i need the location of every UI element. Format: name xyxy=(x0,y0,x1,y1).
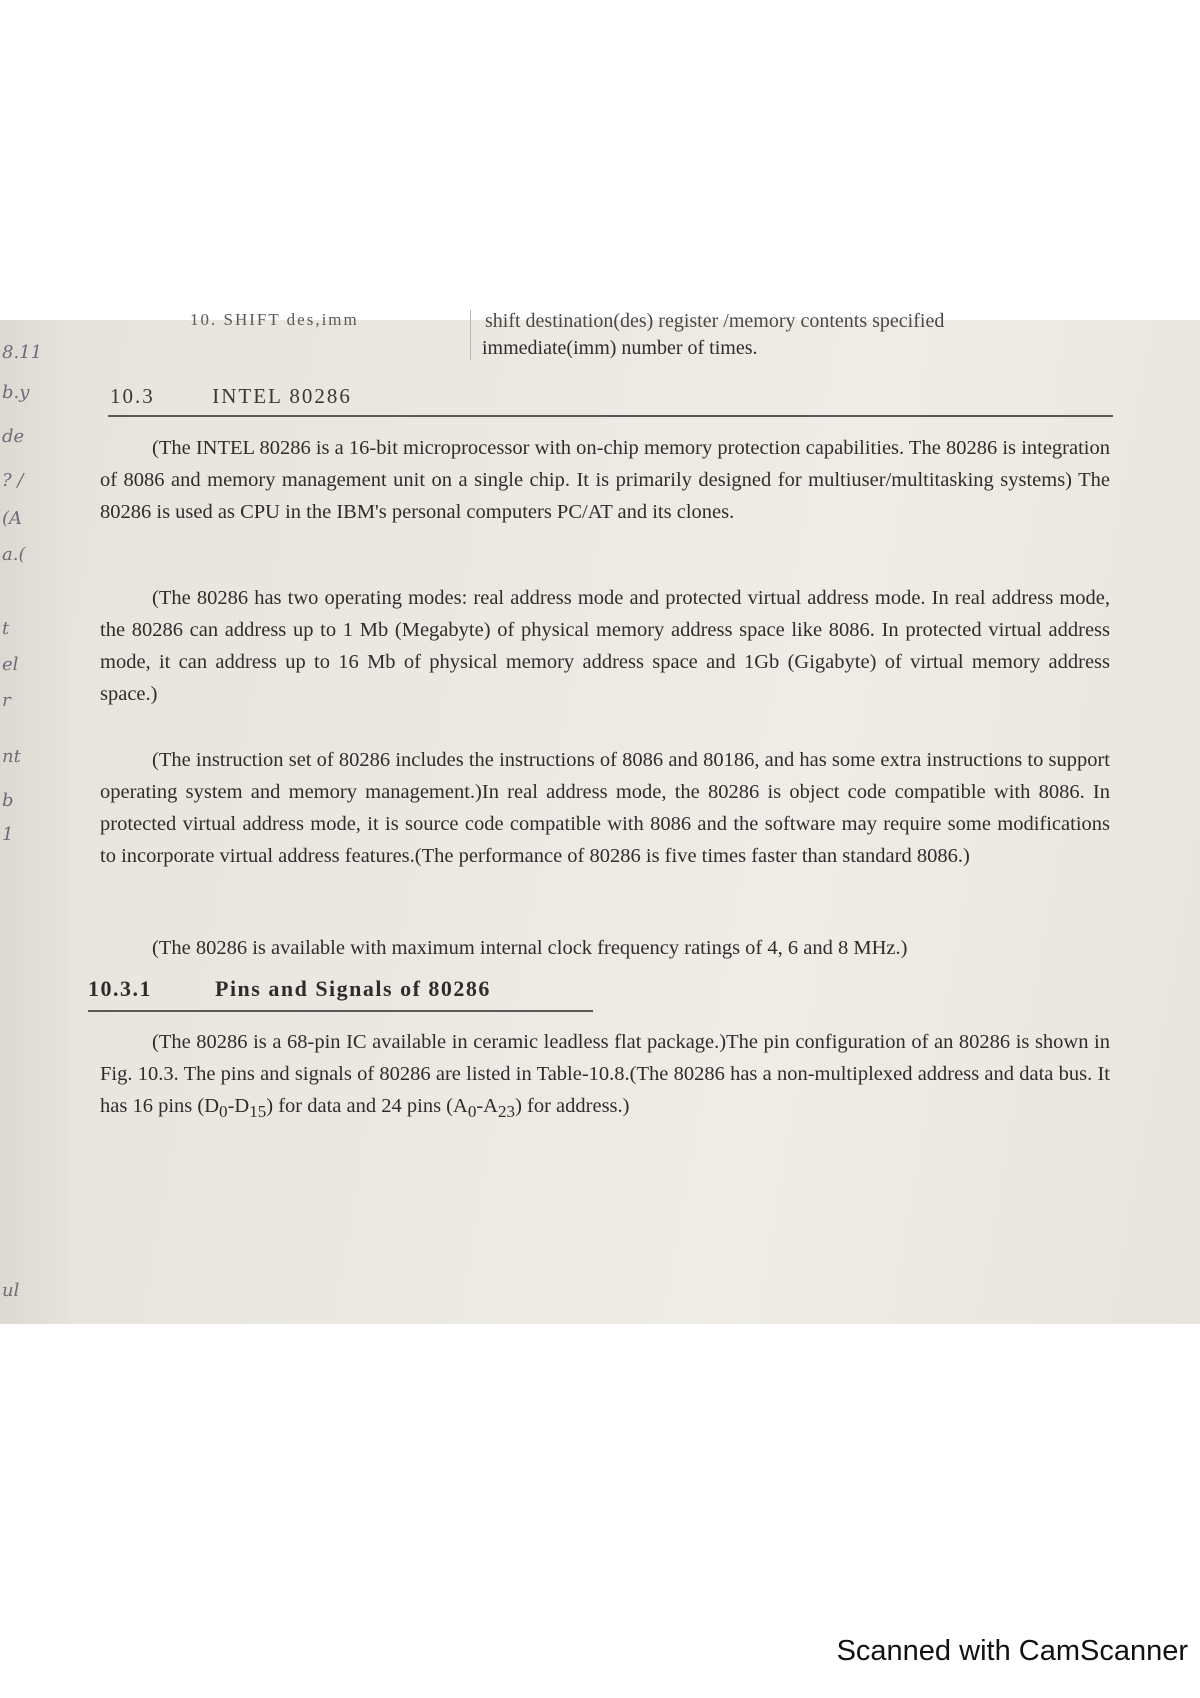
paragraph-text xyxy=(100,1026,1110,1128)
paragraph-clock xyxy=(100,932,1110,964)
paragraph-text: (The 80286 has two operating modes: real address mode and protected virtual address mode. In real address mode, the 80286 can address up to 1 Mb (Megabyte) of physical memory address space like 8086. In protected virtual address mode, it can address up to 16 Mb of physical memory address space and 1Gb (Gigabyte) of virtual memory address space.) xyxy=(100,587,1110,705)
paragraph-text: (The 80286 is available with maximum internal clock frequency ratings of 4, 6 and 8 MHz.) xyxy=(152,937,908,959)
section-heading xyxy=(110,384,352,409)
margin-mark: de xyxy=(2,426,25,447)
pins-text-part: -A xyxy=(476,1095,498,1117)
margin-mark: 1 xyxy=(2,824,14,845)
subsection-heading xyxy=(88,976,491,1002)
margin-mark: ? / xyxy=(2,470,24,491)
section-title: INTEL 80286 xyxy=(212,384,352,408)
paragraph-text: (The INTEL 80286 is a 16-bit microprocessor with on-chip memory protection capabilities. The 80286 is integration of 8086 and memory management unit on a single chip. It is primarily designed for multiuser/multitasking systems) The 80286 is used as CPU in the IBM's personal computers PC/AT and its clones. xyxy=(100,437,1110,523)
margin-mark: nt xyxy=(2,746,21,767)
margin-mark: b.y xyxy=(2,382,30,403)
subsection-number: 10.3.1 xyxy=(88,976,152,1001)
book-page xyxy=(80,310,1130,1324)
margin-mark: t xyxy=(2,618,10,639)
pins-text-part: ) for address.) xyxy=(515,1095,630,1117)
table-cut-right: shift destination(des) register /memory contents specified xyxy=(485,310,945,332)
margin-mark: a.( xyxy=(2,544,26,565)
margin-mark: el xyxy=(2,654,19,675)
paragraph-text: (The instruction set of 80286 includes the instructions of 8086 and 80186, and has some extra instructions to support operating system and memory management.)In real address mode, the 80286 is object code compatible with 8086. In protected virtual address mode, it is source code compatible with 8086 and the software may require some modifications to incorporate virtual address features.(The performance of 80286 is five times faster than standard 8086.) xyxy=(100,749,1110,867)
paragraph-intro xyxy=(100,432,1110,528)
table-remnant xyxy=(80,310,1130,359)
margin-mark: (A xyxy=(2,508,23,529)
subscript: 0 xyxy=(467,1102,477,1122)
subscript: 15 xyxy=(249,1102,267,1122)
pins-text-part: (The 80286 is a 68-pin IC available in ceramic leadless flat package.)The pin configuration of an 80286 is shown in Fig. 10.3. The pins and signals of 80286 are listed in Table-10.8.(The 80286 has a non-multiplexed address and data bus. It has 16 pins (D xyxy=(100,1031,1110,1117)
pins-text-part: ) for data and 24 pins (A xyxy=(266,1095,468,1117)
subsection-rule xyxy=(88,1010,593,1012)
subscript: 23 xyxy=(498,1102,516,1122)
paragraph-instruction-set xyxy=(100,744,1110,872)
paragraph-pins xyxy=(100,1026,1110,1128)
scanner-watermark: Scanned with CamScanner xyxy=(836,1635,1188,1667)
section-number: 10.3 xyxy=(110,384,155,408)
table-cut-left: 10. SHIFT des,imm xyxy=(190,310,359,329)
pins-text-part: -D xyxy=(227,1095,250,1117)
subsection-title: Pins and Signals of 80286 xyxy=(215,976,491,1001)
margin-mark: ul xyxy=(2,1280,20,1301)
margin-mark: 8.11 xyxy=(2,342,43,363)
section-rule xyxy=(108,415,1113,417)
paragraph-modes xyxy=(100,582,1110,710)
margin-mark: r xyxy=(2,690,11,711)
margin-mark: b xyxy=(2,790,14,811)
scanned-page-photo xyxy=(0,310,1200,1324)
left-margin-strip xyxy=(0,320,70,1324)
subscript: 0 xyxy=(219,1102,228,1122)
table-column-divider xyxy=(470,310,471,360)
table-cell-text: immediate(imm) number of times. xyxy=(482,337,758,359)
